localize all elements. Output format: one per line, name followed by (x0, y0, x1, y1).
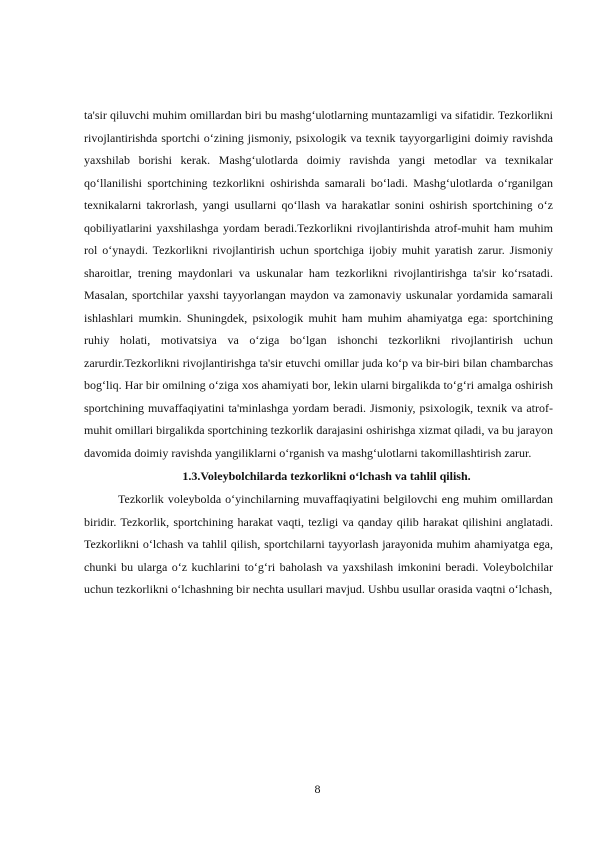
section-heading: 1.3.Voleybolchilarda tezkorlikni o‘lchash va tahlil qilish. (182, 469, 471, 483)
page-content (84, 104, 553, 601)
body-paragraph-1: ta'sir qiluvchi muhim omillardan biri bu mashg‘ulotlarning muntazamligi va sifatidir. Tezkorlikni rivojlantirishda sportchi o‘zining jismoniy, psixologik va texnik tayyorgarligini doimiy ravishda yaxshilab borishi kerak. Mashg‘ulotlarda doimiy ravishda yangi metodlar va texnikalar qo‘llanilishi sportchining tezkorlikni oshirishda samarali bo‘ladi. Mashg‘ulotlarda o‘rganilgan texnikalarni takrorlash, yangi usullarni qo‘llash va harakatlar sonini oshirish sportchining o‘z qobiliyatlarini yaxshilashga yordam beradi.Tezkorlikni rivojlantirishda atrof-muhit ham muhim rol o‘ynaydi. Tezkorlikni rivojlantirish uchun sportchiga ijobiy muhit yaratish zarur. Jismoniy sharoitlar, trening maydonlari va uskunalar ham tezkorlikni rivojlantirishga ta'sir ko‘rsatadi. Masalan, sportchilar yaxshi tayyorlangan maydon va zamonaviy uskunalar yordamida samarali ishlashlari mumkin. Shuningdek, psixologik muhit ham muhim ahamiyatga ega: sportchining ruhiy holati, motivatsiya va o‘ziga bo‘lgan ishonchi tezkorlikni rivojlantirish uchun zarurdir.Tezkorlikni rivojlantirishga ta'sir etuvchi omillar juda ko‘p va bir-biri bilan chambarchas bog‘liq. Har bir omilning o‘ziga xos ahamiyati bor, lekin ularni birgalikda to‘g‘ri amalga oshirish sportchining muvaffaqiyatini ta'minlashga yordam beradi. Jismoniy, psixologik, texnik va atrof-muhit omillari birgalikda sportchining tezkorlik darajasini oshirishga xizmat qiladi, va bu jarayon davomida doimiy ravishda yangiliklarni o‘rganish va mashg‘ulotlarni takomillashtirish zarur. (84, 108, 553, 460)
body-paragraph-2: Tezkorlik voleybolda o‘yinchilarning muvaffaqiyatini belgilovchi eng muhim omillardan biridir. Tezkorlik, sportchining harakat vaqti, tezligi va qanday qilib harakat qilishini anglatadi. Tezkorlikni o‘lchash va tahlil qilish, sportchilarni tayyorlash jarayonida muhim ahamiyatga ega, chunki bu ularga o‘z kuchlarini to‘g‘ri baholash va yaxshilash imkonini beradi. Voleybolchilar uchun tezkorlikni o‘lchashning bir nechta usullari mavjud. Ushbu usullar orasida vaqtni o‘lchash, (84, 492, 553, 596)
page-number: 8 (314, 782, 321, 796)
